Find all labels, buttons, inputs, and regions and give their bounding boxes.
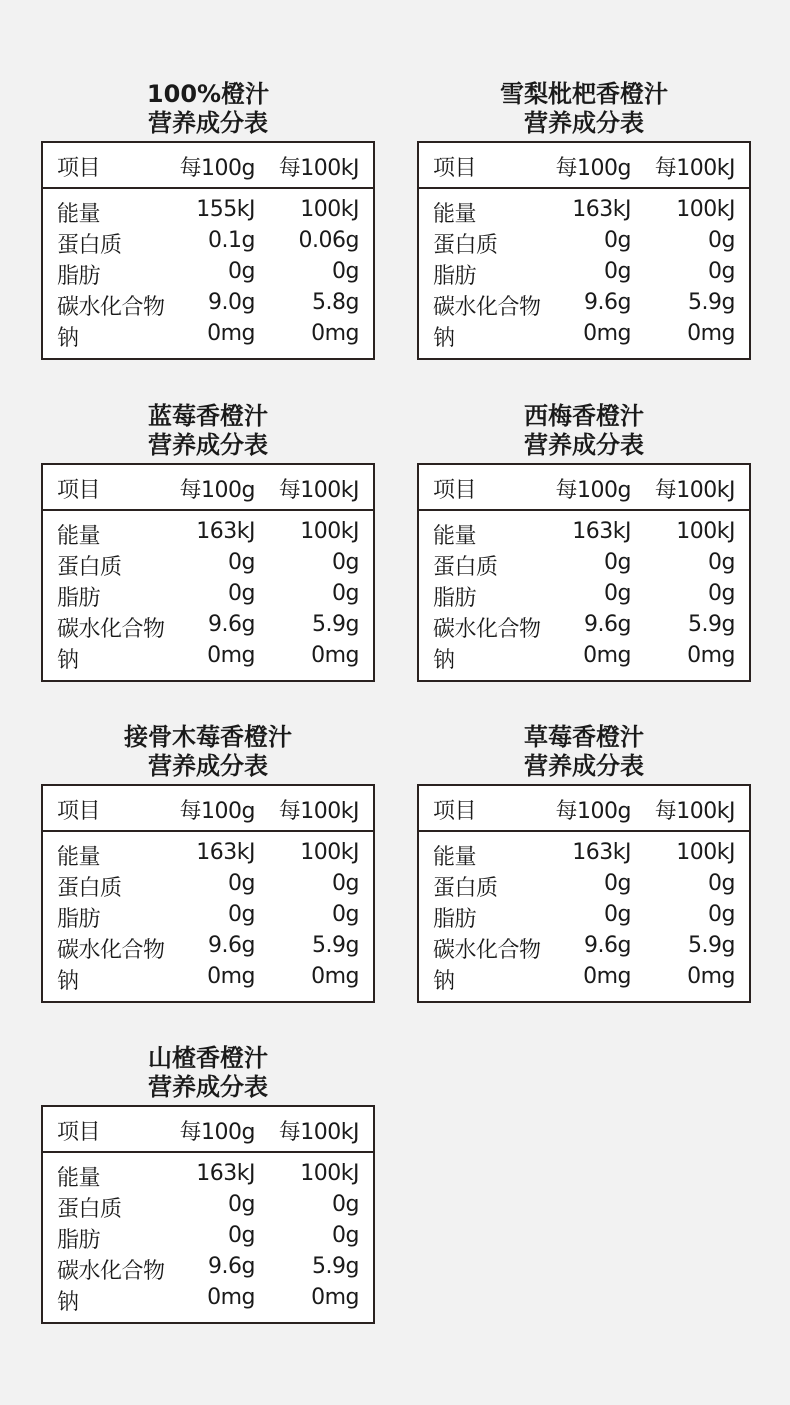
per100g-value: 163kJ [196, 519, 255, 544]
per100kj-value: 100kJ [300, 519, 359, 544]
table-body [43, 189, 373, 350]
table-row [43, 195, 373, 226]
row-label: 脂肪 [433, 264, 477, 289]
table-row [419, 838, 749, 869]
nutrition-card [417, 401, 751, 682]
header-per100kj: 每100kJ [654, 799, 735, 824]
table-header [43, 143, 373, 189]
table-body [419, 511, 749, 672]
row-label: 钠 [57, 648, 79, 673]
card-subtitle: 营养成分表 [148, 1073, 268, 1101]
per100kj-value: 5.9g [312, 933, 359, 958]
per100kj-value: 5.9g [688, 290, 735, 315]
per100kj-value: 0.06g [298, 228, 359, 253]
table-body [419, 189, 749, 350]
row-label: 蛋白质 [57, 555, 122, 580]
row-label: 脂肪 [57, 264, 101, 289]
per100g-value: 0mg [207, 964, 255, 989]
nutrition-card [41, 401, 375, 682]
table-row [43, 869, 373, 900]
per100kj-value: 0g [708, 228, 735, 253]
per100kj-value: 0mg [311, 964, 359, 989]
per100g-value: 0g [228, 550, 255, 575]
per100kj-value: 0g [708, 871, 735, 896]
nutrition-table [417, 463, 751, 682]
per100kj-value: 0g [708, 259, 735, 284]
row-label: 钠 [57, 969, 79, 994]
card-subtitle: 营养成分表 [524, 752, 644, 780]
row-label: 碳水化合物 [433, 295, 541, 320]
table-row [43, 1283, 373, 1314]
table-row [419, 610, 749, 641]
table-row [43, 931, 373, 962]
card-title: 西梅香橙汁 [524, 402, 644, 430]
per100kj-value: 0g [332, 1192, 359, 1217]
header-per100kj: 每100kJ [278, 799, 359, 824]
table-body [43, 1153, 373, 1314]
table-row [419, 869, 749, 900]
per100g-value: 0g [604, 550, 631, 575]
row-label: 钠 [57, 326, 79, 351]
table-row [43, 962, 373, 993]
per100kj-value: 0mg [311, 321, 359, 346]
row-label: 脂肪 [57, 586, 101, 611]
per100g-value: 163kJ [196, 840, 255, 865]
header-per100kj: 每100kJ [654, 156, 735, 181]
header-per100g: 每100g [555, 156, 631, 181]
table-row [43, 288, 373, 319]
row-label: 蛋白质 [57, 1197, 122, 1222]
row-label: 能量 [433, 524, 477, 549]
per100g-value: 0g [228, 259, 255, 284]
per100g-value: 0mg [207, 1285, 255, 1310]
per100kj-value: 0g [332, 550, 359, 575]
nutrition-table [417, 784, 751, 1003]
table-row [419, 900, 749, 931]
header-item: 项目 [433, 799, 477, 824]
nutrition-card [417, 722, 751, 1003]
header-per100g: 每100g [555, 799, 631, 824]
table-row [419, 226, 749, 257]
nutrition-table [41, 1105, 375, 1324]
card-title: 草莓香橙汁 [524, 723, 644, 751]
card-title: 雪梨枇杷香橙汁 [500, 80, 668, 108]
header-per100g: 每100g [179, 799, 255, 824]
card-title: 100%橙汁 [146, 80, 270, 108]
per100kj-value: 0g [708, 581, 735, 606]
card-subtitle: 营养成分表 [524, 109, 644, 137]
per100kj-value: 5.9g [688, 933, 735, 958]
table-row [43, 900, 373, 931]
header-per100kj: 每100kJ [278, 478, 359, 503]
per100kj-value: 0mg [311, 643, 359, 668]
header-per100g: 每100g [179, 1120, 255, 1145]
table-row [43, 610, 373, 641]
row-label: 钠 [433, 969, 455, 994]
header-item: 项目 [57, 156, 101, 181]
row-label: 脂肪 [433, 907, 477, 932]
per100g-value: 9.0g [208, 290, 255, 315]
nutrition-table [417, 141, 751, 360]
table-header [419, 465, 749, 511]
per100kj-value: 100kJ [300, 197, 359, 222]
per100g-value: 0mg [207, 321, 255, 346]
row-label: 碳水化合物 [57, 1259, 165, 1284]
per100g-value: 9.6g [584, 933, 631, 958]
per100kj-value: 0g [332, 259, 359, 284]
row-label: 能量 [433, 202, 477, 227]
per100kj-value: 100kJ [676, 197, 735, 222]
per100kj-value: 0mg [687, 964, 735, 989]
per100kj-value: 100kJ [300, 1161, 359, 1186]
per100kj-value: 5.9g [688, 612, 735, 637]
table-row [419, 548, 749, 579]
nutrition-table [41, 463, 375, 682]
per100g-value: 0g [228, 902, 255, 927]
table-row [43, 548, 373, 579]
row-label: 钠 [57, 1290, 79, 1315]
table-row [43, 517, 373, 548]
table-row [419, 579, 749, 610]
per100g-value: 0g [228, 581, 255, 606]
per100g-value: 9.6g [208, 933, 255, 958]
table-row [419, 288, 749, 319]
per100kj-value: 0g [708, 902, 735, 927]
per100kj-value: 0mg [687, 321, 735, 346]
header-per100g: 每100g [179, 156, 255, 181]
table-row [419, 319, 749, 350]
table-header [43, 1107, 373, 1153]
row-label: 碳水化合物 [57, 617, 165, 642]
header-item: 项目 [57, 799, 101, 824]
nutrition-card [417, 79, 751, 360]
per100g-value: 9.6g [208, 1254, 255, 1279]
per100kj-value: 0g [332, 581, 359, 606]
table-header [419, 143, 749, 189]
per100g-value: 0g [228, 1192, 255, 1217]
table-row [419, 962, 749, 993]
table-row [43, 1221, 373, 1252]
per100g-value: 0g [604, 581, 631, 606]
row-label: 能量 [57, 845, 101, 870]
card-subtitle: 营养成分表 [148, 752, 268, 780]
per100g-value: 155kJ [196, 197, 255, 222]
row-label: 脂肪 [57, 907, 101, 932]
table-row [419, 931, 749, 962]
card-subtitle: 营养成分表 [148, 431, 268, 459]
per100g-value: 0g [604, 259, 631, 284]
table-row [43, 1190, 373, 1221]
table-header [43, 465, 373, 511]
per100g-value: 163kJ [572, 519, 631, 544]
table-body [43, 832, 373, 993]
per100kj-value: 100kJ [300, 840, 359, 865]
per100kj-value: 0mg [687, 643, 735, 668]
row-label: 碳水化合物 [433, 617, 541, 642]
header-item: 项目 [433, 478, 477, 503]
per100g-value: 0.1g [208, 228, 255, 253]
table-body [419, 832, 749, 993]
table-body [43, 511, 373, 672]
per100kj-value: 0g [332, 902, 359, 927]
per100g-value: 0g [228, 871, 255, 896]
header-item: 项目 [433, 156, 477, 181]
per100g-value: 9.6g [584, 612, 631, 637]
row-label: 脂肪 [57, 1228, 101, 1253]
per100g-value: 0mg [583, 964, 631, 989]
table-row [43, 641, 373, 672]
header-per100kj: 每100kJ [278, 1120, 359, 1145]
row-label: 碳水化合物 [433, 938, 541, 963]
header-per100kj: 每100kJ [654, 478, 735, 503]
per100kj-value: 0g [332, 871, 359, 896]
row-label: 蛋白质 [433, 876, 498, 901]
table-row [43, 257, 373, 288]
row-label: 蛋白质 [433, 555, 498, 580]
per100g-value: 9.6g [208, 612, 255, 637]
table-row [43, 226, 373, 257]
table-row [43, 1252, 373, 1283]
header-item: 项目 [57, 1120, 101, 1145]
header-per100g: 每100g [555, 478, 631, 503]
per100kj-value: 100kJ [676, 519, 735, 544]
per100g-value: 0g [604, 871, 631, 896]
per100kj-value: 0mg [311, 1285, 359, 1310]
nutrition-table [41, 784, 375, 1003]
nutrition-table [41, 141, 375, 360]
table-row [419, 517, 749, 548]
row-label: 能量 [57, 202, 101, 227]
header-item: 项目 [57, 478, 101, 503]
row-label: 钠 [433, 326, 455, 351]
table-row [419, 641, 749, 672]
row-label: 能量 [57, 524, 101, 549]
table-header [419, 786, 749, 832]
card-title: 蓝莓香橙汁 [148, 402, 268, 430]
card-subtitle: 营养成分表 [148, 109, 268, 137]
row-label: 钠 [433, 648, 455, 673]
per100kj-value: 100kJ [676, 840, 735, 865]
table-row [419, 195, 749, 226]
row-label: 蛋白质 [57, 876, 122, 901]
per100g-value: 0g [228, 1223, 255, 1248]
table-row [43, 1159, 373, 1190]
table-row [43, 319, 373, 350]
table-row [43, 579, 373, 610]
card-title: 山楂香橙汁 [148, 1044, 268, 1072]
per100g-value: 0g [604, 902, 631, 927]
row-label: 能量 [433, 845, 477, 870]
table-row [419, 257, 749, 288]
per100g-value: 0g [604, 228, 631, 253]
table-header [43, 786, 373, 832]
card-subtitle: 营养成分表 [524, 431, 644, 459]
row-label: 脂肪 [433, 586, 477, 611]
table-row [43, 838, 373, 869]
per100g-value: 163kJ [196, 1161, 255, 1186]
nutrition-card [41, 1043, 375, 1324]
row-label: 蛋白质 [57, 233, 122, 258]
per100g-value: 0mg [583, 643, 631, 668]
nutrition-card [41, 722, 375, 1003]
per100kj-value: 5.8g [312, 290, 359, 315]
header-per100g: 每100g [179, 478, 255, 503]
per100g-value: 9.6g [584, 290, 631, 315]
row-label: 碳水化合物 [57, 938, 165, 963]
per100g-value: 0mg [207, 643, 255, 668]
header-per100kj: 每100kJ [278, 156, 359, 181]
per100g-value: 163kJ [572, 840, 631, 865]
nutrition-card [41, 79, 375, 360]
row-label: 能量 [57, 1166, 101, 1191]
row-label: 碳水化合物 [57, 295, 165, 320]
card-title: 接骨木莓香橙汁 [124, 723, 292, 751]
per100kj-value: 0g [332, 1223, 359, 1248]
per100g-value: 163kJ [572, 197, 631, 222]
row-label: 蛋白质 [433, 233, 498, 258]
per100kj-value: 5.9g [312, 612, 359, 637]
per100kj-value: 5.9g [312, 1254, 359, 1279]
per100kj-value: 0g [708, 550, 735, 575]
per100g-value: 0mg [583, 321, 631, 346]
